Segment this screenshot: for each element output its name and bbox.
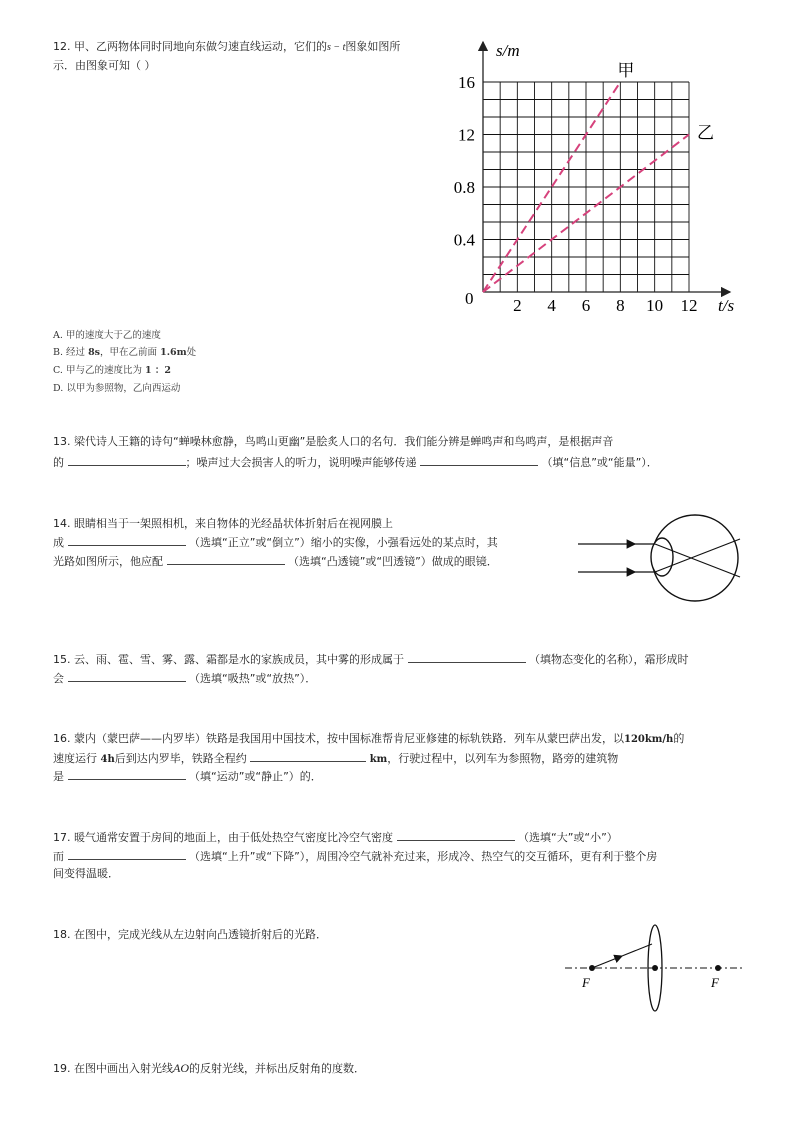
q17-text-b: （选填“大”或“小”） xyxy=(518,831,618,844)
q12-option-d[interactable]: D. 以甲为参照物，乙向西运动 xyxy=(53,383,181,394)
q15-line2 xyxy=(53,669,316,688)
chart-grid xyxy=(483,82,689,292)
q13-line1: 13. 梁代诗人王籍的诗句“蝉噪林愈静，鸟鸣山更幽”是脍炙人口的名句．我们能分辨是蝉鸣声和鸟鸣声，是根据声音 xyxy=(53,435,614,448)
q17-text-d: （选填“上升”或“下降”），周围冷空气就补充过来，形成冷、热空气的交互循环，更有利于整个房 xyxy=(189,850,658,863)
q12-option-c-pre: C. 甲与乙的速度比为 xyxy=(53,365,142,376)
q14-text-b: （选填“正立”或“倒立”）缩小的实像，小强看远处的某点时，其 xyxy=(189,536,498,549)
origin-label: 0 xyxy=(465,289,474,308)
q16-text-b: 的 xyxy=(673,732,685,745)
q14-text-a: 成 xyxy=(53,536,64,549)
q19-text-b: 的反射光线，并标出反射角的度数． xyxy=(189,1062,365,1075)
q15-text-b: （填物态变化的名称），霜形成时 xyxy=(529,653,689,666)
q17-blank-1[interactable] xyxy=(397,828,515,841)
q16-blank-2[interactable] xyxy=(68,767,186,780)
q14-text-d: （选填“凸透镜”或“凹透镜”）做成的眼镜． xyxy=(288,555,498,568)
q16-line1 xyxy=(53,730,684,749)
q15-blank-2[interactable] xyxy=(68,669,186,682)
q14-text-c: 光路如图所示，他应配 xyxy=(53,555,163,568)
q16-text-f: 是 xyxy=(53,770,64,783)
q16-blank-1[interactable] xyxy=(250,749,366,762)
q13-text-b: ；噪声过大会损害人的听力，说明噪声能够传递 xyxy=(185,456,417,469)
q13-line2 xyxy=(53,453,658,472)
y-tick-label: 16 xyxy=(458,73,475,92)
x-tick-label: 4 xyxy=(547,296,556,315)
x-tick-label: 2 xyxy=(513,296,522,315)
q12-stem-line2: 示．由图象可知（ ） xyxy=(53,59,156,72)
q12-option-b-pre: B. 经过 xyxy=(53,347,86,358)
q16-text-a: 16. 蒙内（蒙巴萨——内罗毕）铁路是我国用中国技术，按中国标准帮肯尼亚修建的标轨铁路．列车从蒙巴萨出发，以 xyxy=(53,732,624,745)
q13-blank-1[interactable] xyxy=(68,453,186,466)
q12-option-c[interactable] xyxy=(53,362,171,379)
q14-line2 xyxy=(53,533,498,552)
q16-text-c: 速度运行 xyxy=(53,752,97,765)
q14-line3 xyxy=(53,552,498,571)
q17-text-c: 而 xyxy=(53,850,64,863)
q15-text-c: 会 xyxy=(53,672,64,685)
q14-line1: 14. 眼睛相当于一架照相机，来自物体的光经晶状体折射后在视网膜上 xyxy=(53,517,393,530)
x-tick-label: 10 xyxy=(646,296,664,315)
q12-stem-line1 xyxy=(53,38,400,57)
q12-option-b-post: 处 xyxy=(186,347,197,358)
q15-blank-1[interactable] xyxy=(408,650,526,663)
q12-option-b-time: 8s xyxy=(88,347,101,358)
q16-unit: km xyxy=(369,754,388,765)
focus-label-left: F xyxy=(582,975,590,990)
q17-line1 xyxy=(53,828,618,847)
series-labels xyxy=(617,61,714,143)
q14-blank-1[interactable] xyxy=(68,533,186,546)
q16-text-e: ，行驶过程中，以列车为参照物，路旁的建筑物 xyxy=(387,752,619,765)
x-tick-labels xyxy=(513,296,697,315)
q13-blank-2[interactable] xyxy=(420,453,538,466)
y-tick-label: 0.8 xyxy=(453,178,475,197)
incident-ray-2 xyxy=(622,944,652,956)
q12-option-b[interactable] xyxy=(53,344,196,361)
y-axis-label: s/m xyxy=(496,41,520,60)
x-axis-label: t/s xyxy=(718,296,735,315)
q18-lens-diagram xyxy=(562,922,747,1022)
q13-text-a: 的 xyxy=(53,456,64,469)
q16-time: 4h xyxy=(100,754,115,765)
q17-line3: 间变得温暖． xyxy=(53,867,119,880)
focal-point-right xyxy=(715,965,721,971)
lens-center xyxy=(652,965,658,971)
q13-text-c: （填“信息”或“能量”）． xyxy=(541,456,658,469)
q16-speed: 120km/h xyxy=(624,734,674,745)
q12-stem-text-end: 图象如图所 xyxy=(345,40,401,53)
q12-option-b-mid: ，甲在乙前面 xyxy=(100,347,158,358)
x-tick-label: 6 xyxy=(581,296,591,315)
y-tick-label: 12 xyxy=(458,125,475,145)
y-tick-labels xyxy=(454,73,476,250)
focus-label-right: F xyxy=(711,975,719,990)
q12-stem-math: s − t xyxy=(327,42,346,53)
q17-line2 xyxy=(53,847,657,866)
incident-ray xyxy=(592,956,622,968)
y-tick-label: 0.4 xyxy=(453,230,475,250)
q17-blank-2[interactable] xyxy=(68,847,186,860)
q15-text-a: 15. 云、雨、雹、雪、雾、露、霜都是水的家族成员，其中雾的形成属于 xyxy=(53,653,404,666)
q12-st-chart xyxy=(440,34,760,324)
q16-text-d: 后到达内罗毕，铁路全程约 xyxy=(114,752,247,765)
series-label-jia: 甲 xyxy=(617,61,635,80)
q14-eye-diagram xyxy=(575,514,745,604)
q15-line1 xyxy=(53,650,689,669)
x-tick-label: 12 xyxy=(680,296,698,315)
x-tick-label: 8 xyxy=(616,296,625,315)
q12-option-a[interactable]: A. 甲的速度大于乙的速度 xyxy=(53,330,161,341)
q12-option-b-distance: 1.6m xyxy=(160,347,187,358)
q14-blank-2[interactable] xyxy=(167,552,285,565)
q16-line3 xyxy=(53,767,322,786)
q12-stem-text: 12. 甲、乙两物体同时同地向东做匀速直线运动，它们的 xyxy=(53,40,327,53)
q18-text: 18. 在图中，完成光线从左边射向凸透镜折射后的光路． xyxy=(53,928,327,941)
q16-line2 xyxy=(53,749,618,769)
q12-option-c-ratio: 1 ：2 xyxy=(145,365,172,376)
q15-text-d: （选填“吸热”或“放热”）． xyxy=(189,672,317,685)
q19-text xyxy=(53,1059,365,1078)
q17-text-a: 17. 暖气通常安置于房间的地面上，由于低处热空气密度比冷空气密度 xyxy=(53,831,393,844)
q19-math: AO xyxy=(173,1061,189,1075)
q19-text-a: 19. 在图中画出入射光线 xyxy=(53,1062,173,1075)
series-label-yi: 乙 xyxy=(697,123,714,143)
q16-text-g: （填“运动”或“静止”）的． xyxy=(189,770,322,783)
